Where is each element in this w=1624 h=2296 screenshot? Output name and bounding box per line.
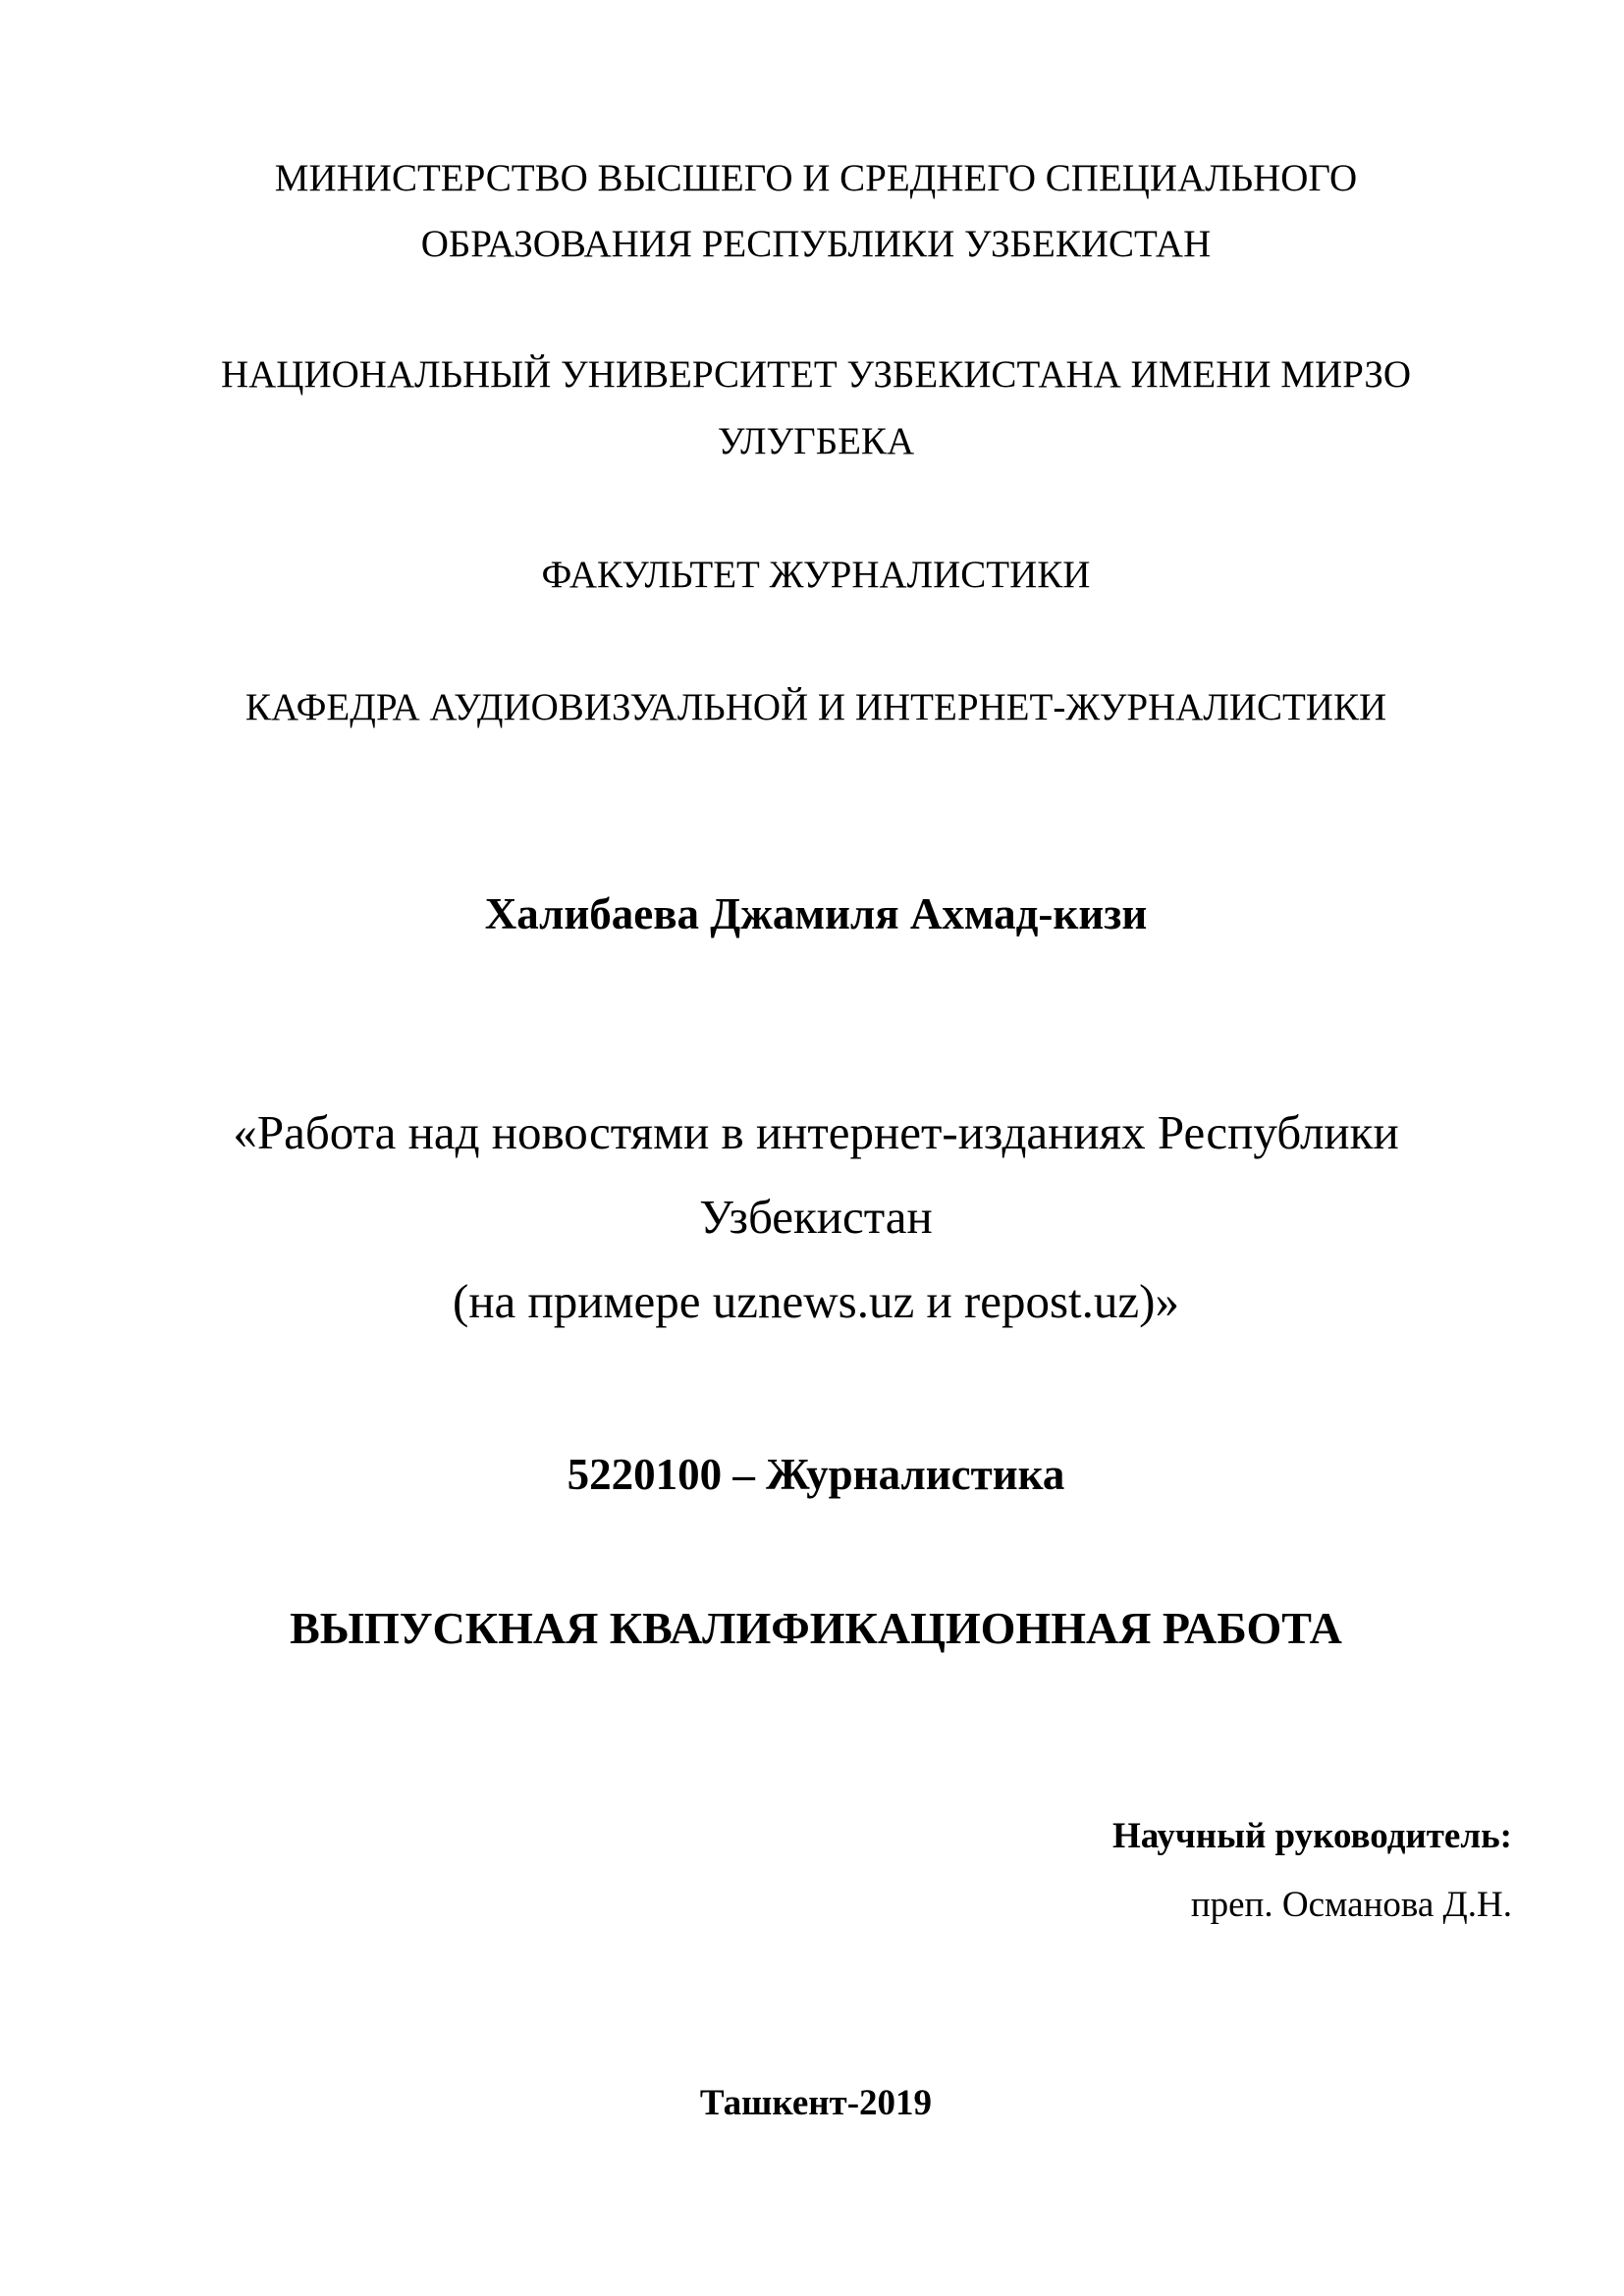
university-line-1: НАЦИОНАЛЬНЫЙ УНИВЕРСИТЕТ УЗБЕКИСТАНА ИМЕНИ МИРЗО bbox=[220, 353, 1412, 396]
topic-line-1: «Работа над новостями в интернет-изданиях Республики bbox=[233, 1105, 1399, 1159]
ministry-line-2: ОБРАЗОВАНИЯ РЕСПУБЛИКИ УЗБЕКИСТАН bbox=[420, 223, 1212, 265]
city-year: Ташкент-2019 bbox=[699, 2083, 933, 2123]
faculty-name: ФАКУЛЬТЕТ ЖУРНАЛИСТИКИ bbox=[541, 554, 1091, 596]
topic-line-3: (на примере uznews.uz и repost.uz)» bbox=[453, 1274, 1179, 1328]
specialty: 5220100 – Журналистика bbox=[567, 1450, 1065, 1499]
author-name: Халибаева Джамиля Ахмад-кизи bbox=[484, 889, 1148, 938]
university-line-2: УЛУГБЕКА bbox=[717, 420, 915, 462]
supervisor-label: Научный руководитель: bbox=[1112, 1816, 1512, 1856]
supervisor-name: преп. Османова Д.Н. bbox=[1190, 1885, 1512, 1925]
ministry-line-1: МИНИСТЕРСТВО ВЫСШЕГО И СРЕДНЕГО СПЕЦИАЛЬНОГО bbox=[274, 157, 1358, 199]
department-name: КАФЕДРА АУДИОВИЗУАЛЬНОЙ И ИНТЕРНЕТ-ЖУРНАЛИСТИКИ bbox=[244, 686, 1387, 728]
work-type: ВЫПУСКНАЯ КВАЛИФИКАЦИОННАЯ РАБОТА bbox=[290, 1603, 1342, 1653]
topic-line-2: Узбекистан bbox=[699, 1190, 933, 1244]
